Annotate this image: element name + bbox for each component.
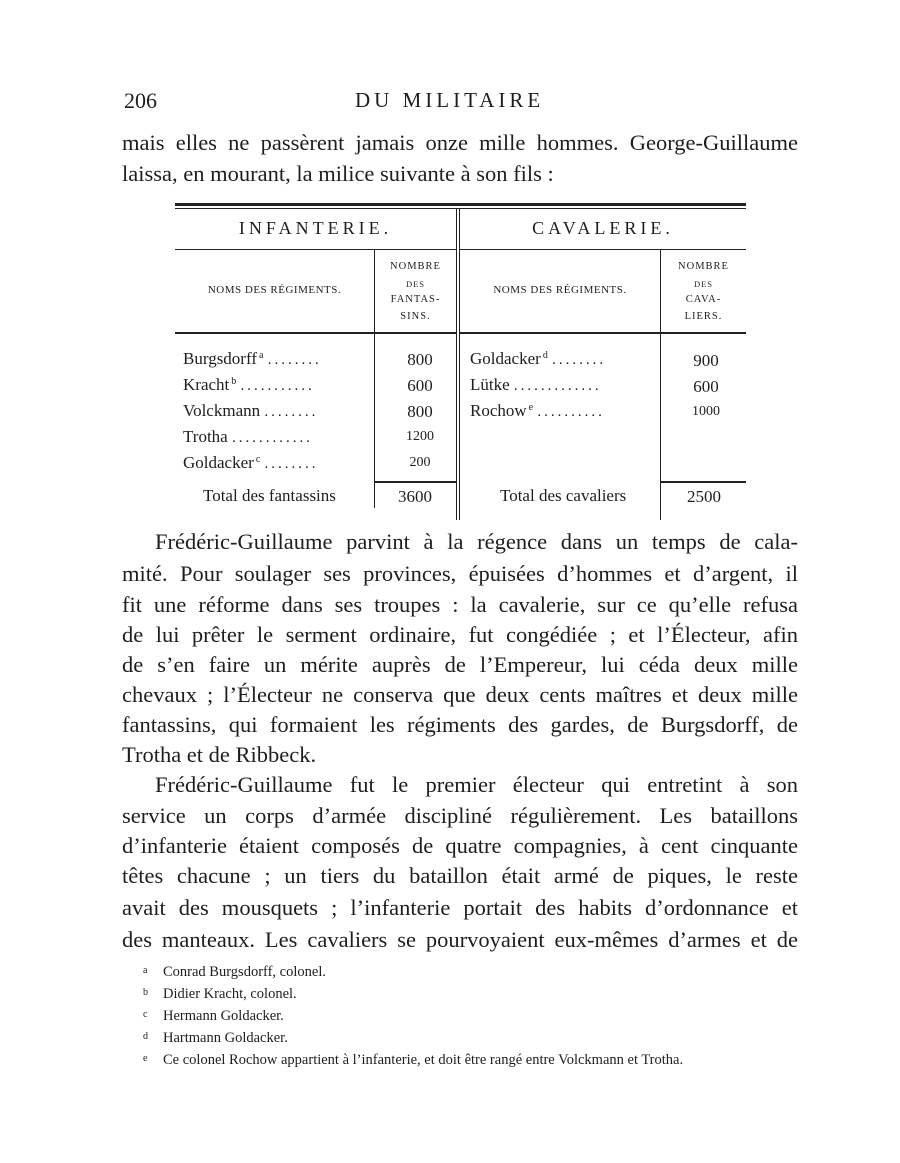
footnote: b Didier Kracht, colonel.: [143, 986, 297, 1002]
footnote: c Hermann Goldacker.: [143, 1008, 284, 1024]
infantry-row-value: 800: [407, 402, 433, 421]
infantry-row-name: Trotha ............: [183, 427, 313, 446]
infantry-row-value: 1200: [406, 429, 434, 444]
text-line: de lui prêter le serment ordinaire, fut congédiée ; et l’Électeur, afin: [122, 622, 798, 647]
cavalry-total-label: Total des cavaliers: [500, 486, 627, 505]
cavalry-row-name: Rochow $^e$ ..........: [470, 401, 605, 420]
footnote: d Hartmann Goldacker.: [143, 1030, 288, 1046]
text-line: d’infanterie étaient composés de quatre compagnies, à cent cinquante: [122, 833, 798, 858]
table-rule: [175, 249, 456, 250]
table-top-rule: [175, 208, 746, 209]
text-line: Frédéric-Guillaume fut le premier électeur qui entretint à son: [155, 772, 798, 797]
text-line: mais elles ne passèrent jamais onze mille hommes. George-Guillaume: [122, 130, 798, 155]
cavalry-row-name: Lütke .............: [470, 375, 602, 394]
infantry-row-name: Burgsdorff $^a$ ........: [183, 349, 322, 368]
cavalry-row-value: 900: [693, 351, 719, 370]
table-total-rule: [374, 481, 456, 483]
text-line: des manteaux. Les cavaliers se pourvoyaient eux-mêmes d’armes et de: [122, 927, 798, 952]
text-line: fantassins, qui formaient les régiments des gardes, de Burgsdorff, de: [122, 712, 798, 737]
text-line: fit une réforme dans ses troupes : la cavalerie, sur ce qu’elle refusa: [122, 592, 798, 617]
text-line: chevaux ; l’Électeur ne conserva que deux cents maîtres et deux mille: [122, 682, 798, 707]
text-line: Trotha et de Ribbeck.: [122, 742, 317, 767]
text-line: de s’en faire un mérite auprès de l’Empereur, lui céda deux mille: [122, 652, 798, 677]
infantry-row-value: 800: [407, 350, 433, 369]
text-line: Frédéric-Guillaume parvint à la régence dans un temps de cala-: [155, 529, 798, 554]
cavalry-row-name: Goldacker $^d$ ........: [470, 349, 607, 368]
infantry-row-value: 600: [407, 376, 433, 395]
footnote: e Ce colonel Rochow appartient à l’infanterie, et doit être rangé entre Volckmann et Trotha.: [143, 1052, 684, 1068]
infantry-row-name: Goldacker $^c$ ........: [183, 453, 319, 472]
text-line: service un corps d’armée discipliné régulièrement. Les bataillons: [122, 803, 798, 828]
table-rule: [460, 249, 746, 250]
cavalry-row-value: 1000: [692, 404, 720, 419]
infantry-title: INFANTERIE.: [238, 218, 393, 238]
text-line: mité. Pour soulager ses provinces, épuisées d’hommes et d’argent, il: [122, 561, 798, 586]
footnote: a Conrad Burgsdorff, colonel.: [143, 964, 326, 980]
cavalry-total-value: 2500: [687, 487, 721, 506]
infantry-total-value: 3600: [398, 487, 432, 506]
infantry-row-name: Kracht $^b$ ...........: [183, 375, 315, 394]
table-rule: [460, 332, 746, 334]
cavalry-row-value: 600: [693, 377, 719, 396]
cavalry-title: CAVALERIE.: [532, 218, 674, 238]
page-number: 206: [124, 88, 157, 113]
infantry-row-value: 200: [409, 455, 431, 470]
text-line: avait des mousquets ; l’infanterie portait des habits d’ordonnance et: [122, 895, 798, 920]
table-divider: [459, 208, 460, 520]
cavalry-names-header: NOMS DES RÉGIMENTS.: [493, 284, 627, 296]
infantry-row-name: Volckmann ........: [183, 401, 319, 420]
text-line: têtes chacune ; un tiers du bataillon était armé de piques, le reste: [122, 863, 798, 888]
infantry-total-label: Total des fantassins: [203, 486, 336, 505]
table-total-rule: [660, 481, 746, 483]
infantry-count-header: NOMBRE DES FANTAS- SINS.: [390, 261, 441, 322]
table-divider: [456, 208, 457, 520]
table-rule: [175, 332, 456, 334]
running-head: DU MILITAIRE: [355, 88, 545, 112]
cavalry-count-header: NOMBRE DES CAVA- LIERS.: [678, 261, 729, 322]
table-top-rule: [175, 203, 746, 206]
text-line: laissa, en mourant, la milice suivante à son fils :: [122, 161, 554, 186]
infantry-names-header: NOMS DES RÉGIMENTS.: [207, 284, 342, 296]
